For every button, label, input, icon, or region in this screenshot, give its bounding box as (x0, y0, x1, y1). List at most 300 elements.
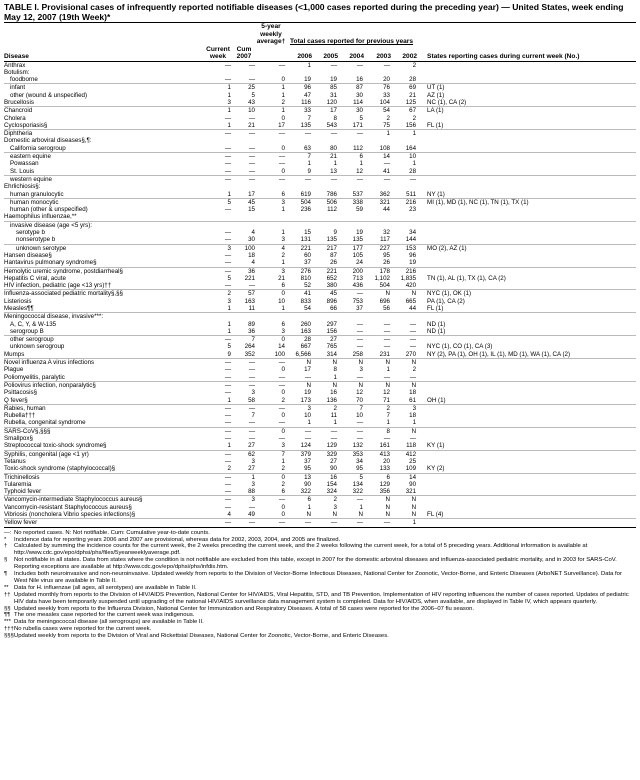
table-row (4, 465, 636, 473)
table-row (4, 412, 636, 419)
states-reporting (417, 69, 636, 76)
case-count: 36 (248, 267, 255, 275)
case-count: 504 (300, 198, 311, 206)
states-reporting: OH (1) (417, 397, 636, 405)
footnote (4, 619, 636, 626)
case-count: — (330, 61, 337, 69)
disease-name: Rubella, congenital syndrome (4, 419, 204, 427)
case-count: N (385, 290, 390, 298)
footnote (4, 626, 636, 633)
states-reporting (417, 130, 636, 138)
case-count (286, 213, 312, 221)
case-count: — (232, 282, 256, 290)
disease-name: Hemolytic uremic syndrome, postdiarrheal§ (4, 267, 123, 275)
case-count: 3 (359, 366, 363, 374)
case-count: 5 (227, 343, 231, 351)
case-count: 14 (278, 343, 285, 351)
case-count: — (224, 160, 231, 168)
case-count: 89 (248, 320, 255, 328)
states-reporting (417, 381, 636, 389)
case-count: 27 (330, 336, 337, 344)
disease-name: Rabies, human (4, 404, 46, 412)
disease-name: western equine (10, 175, 52, 183)
footnote-text: No rubella cases were reported for the current week. (14, 626, 152, 633)
case-count: 6 (256, 488, 286, 496)
case-count: 7 (281, 450, 285, 458)
case-count: 3 (281, 198, 285, 206)
states-reporting (417, 374, 636, 382)
case-count: — (224, 457, 231, 465)
case-count: 54 (383, 107, 390, 115)
case-count: 90 (409, 480, 417, 488)
case-count: 87 (356, 84, 363, 92)
case-count: — (278, 404, 285, 412)
footnote-text: Updated monthly from reports to the Division of HIV/AIDS Prevention, National Center for HIV/AIDS, Viral Hepatitis, STD, and TB Prevention. Implementation of HIV reporting influences the number of cases reported. Updates of pediatric HIV data have been temporarily suspended until upgrading of the national HIV/AIDS surveillance data management system is completed. Data for HIV/AIDS, when available, are displayed in Table IV, which appears quarterly. (14, 591, 629, 605)
case-count: — (286, 519, 312, 527)
case-count (232, 313, 256, 321)
case-count: 7 (307, 114, 311, 122)
case-count: 1 (386, 130, 390, 138)
footnote-text: Calculated by summing the incidence counts for the current week, the 2 weeks preceding the current week, and the 2 weeks following the current week, for a total of 5 preceding years. Additional information is available at http://www.cdc.gov/epo/dphsi/phs/files/5yearweeklyaverage.pdf. (14, 543, 588, 557)
disease-name: Plague (4, 366, 24, 374)
case-count: 1 (251, 473, 255, 481)
case-count: 59 (356, 206, 363, 214)
case-count: — (330, 130, 337, 138)
disease-name: Brucellosis (4, 99, 204, 107)
case-count: N (358, 359, 363, 367)
case-count: 2 (412, 61, 417, 69)
notifiable-diseases-table (4, 22, 636, 528)
case-count: N (411, 359, 417, 367)
case-count: 652 (326, 274, 337, 282)
case-count: 177 (352, 244, 363, 252)
disease-name: Cholera (4, 114, 26, 122)
case-count: 95 (338, 465, 364, 473)
case-count (204, 137, 232, 144)
case-count: 96 (409, 251, 417, 259)
case-count: 2 (333, 496, 337, 504)
case-count: 11 (330, 412, 337, 420)
case-count: 1 (204, 191, 232, 199)
case-count: — (278, 175, 285, 183)
case-count: 216 (405, 267, 417, 275)
case-count (364, 221, 391, 229)
case-count: — (232, 374, 256, 382)
case-count: — (409, 320, 417, 328)
states-reporting: ND (1) (417, 328, 636, 336)
footnote-marker: *** (4, 619, 11, 626)
case-count: 217 (326, 244, 337, 252)
case-count: 6 (281, 320, 285, 328)
disease-name: Chancroid (4, 107, 33, 115)
case-count: 17 (330, 107, 337, 115)
footnote-marker: † (4, 543, 8, 550)
disease-name: Listeriosis (4, 297, 32, 305)
case-count: — (286, 374, 312, 382)
case-count: 13 (312, 168, 338, 176)
case-count: 1 (227, 107, 231, 115)
states-reporting (417, 313, 636, 321)
disease-name: other serogroup (10, 336, 54, 344)
case-count: 129 (312, 442, 338, 450)
case-count: 33 (304, 107, 311, 115)
case-count: 58 (232, 397, 256, 405)
footnote (4, 606, 636, 613)
case-count: 0 (256, 168, 286, 176)
case-count: 15 (304, 229, 311, 237)
case-count: N (385, 381, 390, 389)
case-count: 24 (338, 259, 364, 267)
case-count: 25 (409, 457, 417, 465)
case-count: — (224, 251, 231, 259)
case-count: 156 (312, 328, 338, 336)
footnote (4, 537, 636, 544)
case-count: — (383, 336, 390, 344)
case-count: N (332, 381, 337, 389)
case-count: — (256, 519, 286, 527)
case-count: 270 (391, 351, 417, 359)
case-count: 90 (312, 465, 338, 473)
case-count: N (286, 511, 312, 519)
disease-name: serotype b (16, 229, 45, 237)
case-count: — (248, 359, 255, 367)
table-row (4, 236, 636, 244)
footnote-text: Not notifiable in all states. Data from states where the condition is not notifiable are excluded from this table, except in 2007 for the domestic arboviral diseases and influenza-associated pediatric mortality, and in 2003 for SARS-CoV. Reporting exceptions are available at http://www.cdc.gov/epo/dphsi/phs/infdis.htm. (14, 557, 617, 571)
case-count: 2 (227, 290, 231, 298)
disease-name: HIV infection, pediatric (age <13 yrs)†† (4, 282, 204, 290)
case-count: 314 (312, 351, 338, 359)
case-count: — (204, 236, 232, 244)
case-count: 1 (364, 419, 391, 427)
case-count (312, 137, 338, 144)
case-count: 0 (281, 389, 285, 397)
case-count: — (356, 320, 363, 328)
case-count: 18 (409, 412, 417, 420)
case-count: 420 (391, 282, 417, 290)
case-count: 153 (405, 244, 417, 252)
case-count: 6 (359, 153, 363, 161)
case-count: — (409, 435, 417, 443)
case-count: 132 (338, 442, 364, 450)
case-count: — (409, 175, 417, 183)
case-count (286, 183, 312, 190)
case-count: 41 (304, 290, 311, 298)
case-count: 543 (312, 122, 338, 130)
case-count: 2 (204, 465, 232, 473)
case-count: — (304, 427, 311, 435)
table-row (4, 328, 636, 336)
table-row (4, 397, 636, 405)
case-count: 114 (338, 99, 364, 107)
table-row (4, 427, 636, 435)
case-count: — (232, 76, 256, 84)
case-count: 33 (383, 91, 390, 99)
footnotes (4, 530, 636, 641)
case-count (232, 213, 256, 221)
case-count: — (248, 160, 255, 168)
case-count: 436 (338, 282, 364, 290)
case-count: 66 (312, 305, 338, 313)
case-count: — (304, 435, 311, 443)
case-count: — (356, 130, 363, 138)
case-count: — (248, 366, 255, 374)
disease-name: Typhoid fever (4, 488, 204, 496)
case-count: 3 (227, 244, 231, 252)
case-count: 3 (227, 297, 231, 305)
case-count (338, 137, 364, 144)
footnote-marker: § (4, 557, 8, 564)
case-count: 1,835 (400, 274, 417, 282)
disease-name: Vancomycin-intermediate Staphylococcus aureus§ (4, 496, 143, 504)
case-count: 87 (330, 251, 337, 259)
states-reporting (417, 473, 636, 481)
case-count: — (391, 374, 417, 382)
case-count: — (338, 419, 364, 427)
states-reporting (417, 160, 636, 167)
case-count: 7 (359, 404, 363, 412)
case-count: 221 (300, 244, 311, 252)
case-count: 108 (364, 145, 391, 153)
case-count: — (409, 343, 417, 351)
case-count: 5 (227, 198, 231, 206)
case-count: 12 (383, 389, 390, 397)
case-count: 104 (364, 99, 391, 107)
case-count: — (232, 145, 256, 153)
case-count: 27 (232, 465, 256, 473)
footnote-text: No reported cases. N: Not notifiable. Cum: Cumulative year-to-date counts. (14, 529, 210, 536)
states-reporting: FL (4) (417, 511, 636, 519)
case-count: — (224, 412, 231, 420)
case-count: 1 (359, 160, 363, 168)
cum-2007-header: Cum 2007 (232, 46, 256, 62)
case-count: — (364, 519, 391, 527)
case-count: 28 (391, 168, 417, 176)
case-count: — (224, 366, 231, 374)
case-count: — (356, 435, 363, 443)
case-count: 49 (232, 511, 256, 519)
disease-name: Syphilis, congenital (age <1 yr) (4, 450, 89, 458)
footnote-marker: †† (4, 591, 11, 598)
case-count: 3 (251, 389, 255, 397)
case-count: — (364, 328, 391, 336)
case-count: — (224, 404, 231, 412)
case-count (364, 313, 391, 321)
table-row (4, 137, 636, 144)
case-count: — (204, 519, 232, 527)
case-count: 26 (312, 259, 338, 267)
case-count: 37 (338, 305, 364, 313)
case-count: 1 (227, 91, 231, 99)
case-count: N (411, 381, 417, 389)
disease-name: Powassan (10, 160, 39, 168)
disease-name: other (wound & unspecified) (10, 91, 88, 99)
states-reporting (417, 359, 636, 367)
case-count: 95 (286, 465, 312, 473)
case-count: 338 (352, 198, 363, 206)
states-reporting: NYC (1), CO (1), CA (3) (427, 343, 493, 351)
case-count: 221 (244, 274, 255, 282)
case-count: — (224, 389, 231, 397)
disease-name: Cyclosporiasis§ (4, 122, 204, 130)
case-count: 1 (281, 91, 285, 99)
case-count: 2 (412, 114, 417, 122)
footnote-text: Includes both neuroinvasive and non-neuroinvasive. Updated weekly from reports to the Division of Vector-Borne Infectious Diseases, National Center for Zoonotic, Vector-Borne, and Enteric Diseases (ArboNET Surveillance). Data for West Nile virus are available in Table II. (14, 571, 622, 584)
states-reporting (417, 137, 636, 144)
case-count: 4 (251, 229, 255, 237)
case-count: 19 (304, 389, 311, 397)
disease-name: Meningococcal disease, invasive***: (4, 313, 104, 321)
disease-name: human (other & unspecified) (10, 206, 88, 214)
case-count: 36 (232, 328, 256, 336)
case-count: 109 (391, 465, 417, 473)
disease-name: SARS-CoV§,§§§ (4, 427, 51, 435)
year-header: 2005 (312, 46, 338, 62)
case-count: 2 (281, 251, 285, 259)
table-row (4, 275, 636, 282)
case-count: — (383, 160, 390, 168)
case-count: 6,566 (286, 351, 312, 359)
table-row (4, 313, 636, 321)
case-count: 3 (333, 503, 337, 511)
case-count: 1 (286, 419, 312, 427)
case-count: 2 (256, 397, 286, 405)
case-count (312, 213, 338, 221)
table-row (4, 381, 636, 389)
case-count: 696 (379, 297, 390, 305)
case-count: 6 (256, 282, 286, 290)
table-row (4, 69, 636, 76)
case-count: — (383, 435, 390, 443)
case-count (256, 221, 286, 229)
case-count: 30 (356, 107, 363, 115)
case-count: 1 (312, 419, 338, 427)
case-count: 95 (383, 251, 390, 259)
case-count: — (330, 175, 337, 183)
footnote-marker: * (4, 536, 7, 543)
states-reporting: TN (1), AL (1), TX (1), CA (2) (427, 274, 506, 282)
states-reporting (417, 221, 636, 229)
case-count: 329 (326, 450, 337, 458)
disease-name: Streptococcal toxic-shock syndrome§ (4, 442, 204, 450)
case-count: — (409, 336, 417, 344)
states-reporting: AZ (1) (427, 91, 445, 99)
states-header: States reporting cases during current week (No.) (417, 46, 636, 62)
case-count: 236 (300, 206, 311, 214)
case-count: 200 (352, 267, 363, 275)
table-row (4, 504, 636, 511)
case-count: — (248, 130, 255, 138)
case-count: 156 (391, 122, 417, 130)
case-count: 6 (307, 496, 311, 504)
case-count: 31 (330, 91, 337, 99)
case-count: 0 (281, 427, 285, 435)
disease-name: Smallpox§ (4, 435, 33, 443)
case-count: — (224, 503, 231, 511)
case-count (364, 69, 391, 76)
disease-name: Hepatitis C viral, acute (4, 274, 66, 282)
table-body (4, 61, 636, 527)
case-count: — (278, 496, 285, 504)
case-count: 6 (256, 191, 286, 199)
case-count: 10 (304, 412, 311, 420)
case-count: 276 (300, 267, 311, 275)
case-count: 1 (204, 122, 232, 130)
case-count (364, 213, 391, 221)
case-count: 753 (352, 297, 363, 305)
disease-name: unknown serogroup (10, 343, 65, 351)
case-count (204, 313, 232, 321)
case-count: 1 (391, 519, 417, 527)
case-count: 154 (326, 480, 337, 488)
case-count: — (204, 374, 232, 382)
case-count: 3 (281, 267, 285, 275)
case-count: 511 (391, 191, 417, 199)
case-count: 16 (330, 389, 337, 397)
case-count: 45 (248, 198, 255, 206)
disease-name: Vibriosis (noncholera Vibrio species infections)§ (4, 511, 204, 519)
case-count: 37 (286, 259, 312, 267)
table-row (4, 206, 636, 213)
case-count: 30 (232, 236, 256, 244)
disease-name: Botulism: (4, 68, 30, 76)
case-count: 1 (386, 366, 390, 374)
case-count: 9 (333, 229, 337, 237)
case-count: 117 (364, 236, 391, 244)
case-count: 12 (338, 168, 364, 176)
table-row (4, 92, 636, 99)
case-count: 100 (256, 351, 286, 359)
table-row (4, 321, 636, 328)
footnote (4, 592, 636, 606)
case-count: 221 (326, 267, 337, 275)
case-count: 133 (364, 465, 391, 473)
case-count: 1 (281, 107, 285, 115)
case-count: — (248, 427, 255, 435)
footnote-text: Incidence data for reporting years 2006 and 2007 are provisional, whereas data for 2002, 2003, 2004, and 2005 are finalized. (14, 536, 341, 543)
disease-name: Vancomycin-resistant Staphylococcus aureus§ (4, 503, 132, 511)
case-count: 57 (248, 290, 255, 298)
case-count: — (224, 496, 231, 504)
case-count (391, 221, 417, 229)
case-count: — (224, 359, 231, 367)
case-count: 32 (383, 229, 390, 237)
footnote-marker: §§§ (4, 633, 14, 640)
case-count: 0 (256, 145, 286, 153)
case-count: 62 (248, 450, 255, 458)
year-header: 2003 (364, 46, 391, 62)
case-count: 134 (352, 480, 363, 488)
table-row (4, 183, 636, 190)
disease-name: A, C, Y, & W-135 (10, 320, 57, 328)
case-count: 2 (281, 480, 285, 488)
case-count: N (391, 511, 417, 519)
case-count: 85 (330, 84, 337, 92)
case-count (391, 137, 417, 144)
case-count: 171 (338, 122, 364, 130)
case-count: — (224, 130, 231, 138)
case-count: 19 (391, 259, 417, 267)
case-count: — (224, 336, 231, 344)
case-count: 1 (312, 374, 338, 382)
case-count: 21 (278, 274, 285, 282)
table-row (4, 389, 636, 396)
case-count: 161 (364, 442, 391, 450)
case-count: — (356, 61, 363, 69)
case-count: 324 (312, 488, 338, 496)
case-count: — (224, 480, 231, 488)
case-count: 3 (256, 442, 286, 450)
states-reporting (417, 145, 636, 153)
